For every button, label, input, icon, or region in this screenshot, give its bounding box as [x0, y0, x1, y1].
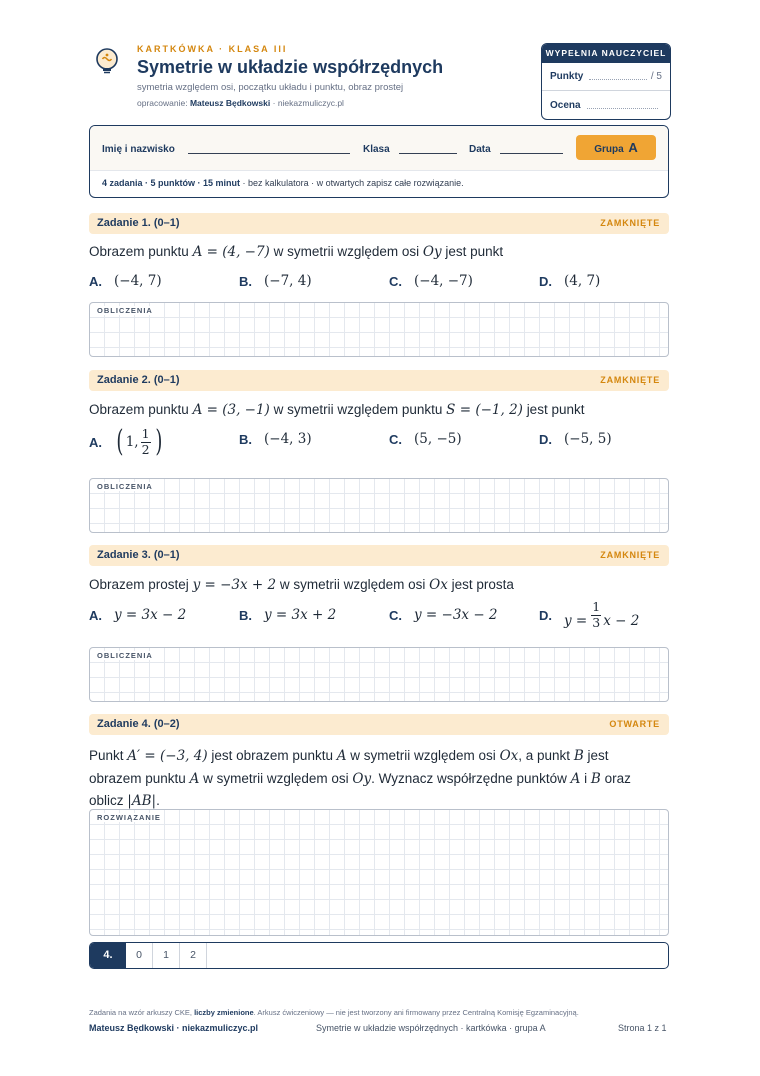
task-3-answer-d[interactable]	[539, 601, 639, 629]
task-4-work-area[interactable]	[89, 809, 669, 936]
task-3-work-area[interactable]	[89, 647, 669, 702]
task-3-text: Obrazem prostej	[89, 577, 189, 592]
fraction-denominator: 2	[141, 441, 150, 457]
answer-value: y = 3x + 2	[264, 607, 337, 623]
task-1-text-3: jest punkt	[445, 244, 504, 259]
test-info	[102, 178, 464, 188]
task-4-text: . Wyznacz współrzędne punktów	[371, 770, 567, 786]
answer-letter: C.	[389, 431, 402, 447]
task-4-header	[89, 714, 669, 735]
name-field[interactable]	[188, 153, 350, 154]
answer-value-2: x − 2	[603, 613, 640, 629]
answer-letter: C.	[389, 273, 402, 289]
task-2-question	[89, 402, 584, 418]
task-1-type: ZAMKNIĘTE	[600, 218, 660, 228]
grade-field[interactable]	[587, 108, 658, 109]
teacher-box	[541, 43, 671, 120]
points-max: / 5	[650, 71, 662, 82]
worksheet-kicker: KARTKÓWKA · KLASA III	[137, 44, 288, 54]
task-3-title: Zadanie 3. (0–1)	[97, 549, 180, 561]
answer-letter: D.	[539, 431, 552, 447]
task-4-math: A	[189, 770, 200, 787]
page-title: Symetrie w układzie współrzędnych	[137, 57, 444, 77]
answer-letter: D.	[539, 607, 552, 623]
task-3-header	[89, 545, 669, 566]
answer-value: (−4, 3)	[264, 431, 312, 447]
class-field[interactable]	[399, 153, 457, 154]
author-name: Mateusz Będkowski	[189, 98, 271, 108]
work-area-label: OBLICZENIA	[97, 306, 153, 315]
task-4-type: OTWARTE	[609, 719, 660, 729]
task-3-question	[89, 577, 514, 593]
group-letter: A	[628, 140, 638, 155]
task-1-math-2: Oy	[422, 244, 442, 260]
author-prefix: opracowanie:	[137, 98, 188, 108]
task-1-text: Obrazem punktu	[89, 244, 189, 259]
task-2-answer-b[interactable]	[239, 431, 312, 447]
task-2-work-area[interactable]	[89, 478, 669, 533]
author-site: · niekazmuliczyc.pl	[272, 98, 344, 108]
task-3-text-2: w symetrii względem osi	[279, 577, 426, 592]
score-option-0[interactable]: 0	[126, 943, 153, 968]
task-2-math-2: S = (−1, 2)	[446, 402, 523, 418]
task-2-math: A = (3, −1)	[192, 402, 270, 418]
test-info-bold: 4 zadania · 5 punktów · 15 minut	[102, 178, 241, 188]
footer-page-number: Strona 1 z 1	[618, 1023, 667, 1033]
task-4-title: Zadanie 4. (0–2)	[97, 718, 180, 730]
footer-note-text: Zadania na wzór arkuszy CKE,	[89, 1008, 192, 1017]
task-4-text: , a punkt	[518, 748, 571, 763]
answer-letter: B.	[239, 431, 252, 447]
answer-value: (4, 7)	[564, 273, 601, 289]
task-4-text: i	[584, 770, 588, 786]
author-line	[137, 98, 344, 108]
task-2-title: Zadanie 2. (0–1)	[97, 374, 180, 386]
points-label: Punkty	[550, 71, 584, 82]
task-4-text: .	[156, 793, 160, 808]
task-2-text: Obrazem punktu	[89, 402, 189, 417]
teacher-box-divider	[542, 90, 670, 91]
task-3-type: ZAMKNIĘTE	[600, 550, 660, 560]
points-field[interactable]	[589, 79, 647, 80]
task-4-text: w symetrii względem osi	[203, 770, 349, 786]
score-task-number: 4.	[90, 943, 126, 968]
task-2-answer-a[interactable]	[89, 424, 164, 459]
footer-title: Symetrie w układzie współrzędnych · kartkówka · grupa A	[316, 1023, 546, 1033]
task-4-scoring-bar	[89, 942, 669, 969]
fraction-denominator: 3	[592, 614, 601, 630]
work-area-label: ROZWIĄZANIE	[97, 813, 161, 822]
task-3-text-3: jest prosta	[451, 577, 514, 592]
task-3-answer-c[interactable]	[389, 607, 498, 623]
answer-letter: B.	[239, 607, 252, 623]
test-info-rest: · bez kalkulatora · w otwartych zapisz całe rozwiązanie.	[242, 178, 464, 188]
work-area-label: OBLICZENIA	[97, 482, 153, 491]
date-label: Data	[469, 144, 491, 155]
task-1-answer-b[interactable]	[239, 273, 312, 289]
task-1-title: Zadanie 1. (0–1)	[97, 217, 180, 229]
answer-value: (−5, 5)	[564, 431, 612, 447]
task-2-header	[89, 370, 669, 391]
task-4-text: jest obrazem punktu	[211, 748, 333, 763]
task-2-answer-c[interactable]	[389, 431, 462, 447]
task-4-text: jest obrazem punktu	[89, 748, 609, 786]
task-4-math: A′ = (−3, 4)	[127, 748, 208, 764]
student-info-box	[89, 125, 669, 198]
footer-note-text-2: . Arkusz ćwiczeniowy — nie jest tworzony ani firmowany przez Centralną Komisję Egzaminacyjną.	[253, 1008, 579, 1017]
answer-value: y = 3x − 2	[114, 607, 187, 623]
fraction	[141, 428, 151, 456]
task-3-math-2: Ox	[429, 577, 448, 593]
task-4-text: Punkt	[89, 748, 124, 763]
answer-value: (−4, 7)	[114, 273, 162, 289]
task-3-answer-a[interactable]	[89, 607, 186, 623]
task-4-math: Oy	[352, 770, 372, 787]
task-2-text-2: w symetrii względem punktu	[273, 402, 443, 417]
task-1-answer-a[interactable]	[89, 273, 162, 289]
task-2-type: ZAMKNIĘTE	[600, 375, 660, 385]
answer-value: y =	[564, 613, 588, 629]
score-option-1[interactable]: 1	[153, 943, 180, 968]
task-4-text: w symetrii względem osi	[350, 748, 496, 763]
page-subtitle: symetria względem osi, początku układu i punktu, obraz prostej	[137, 82, 404, 93]
answer-letter: C.	[389, 607, 402, 623]
lightbulb-logo-icon	[92, 46, 122, 76]
task-1-math: A = (4, −7)	[192, 244, 270, 260]
task-1-text-2: w symetrii względem osi	[273, 244, 420, 259]
task-1-work-area[interactable]	[89, 302, 669, 357]
points-row	[550, 71, 662, 82]
student-fields-row	[90, 126, 668, 171]
task-3-answer-b[interactable]	[239, 607, 336, 623]
footer-note-bold: liczby zmienione	[194, 1008, 254, 1017]
answer-letter: D.	[539, 273, 552, 289]
grade-label: Ocena	[550, 100, 581, 111]
task-4-question	[89, 745, 659, 813]
answer-letter: B.	[239, 273, 252, 289]
answer-letter: A.	[89, 273, 102, 289]
date-field[interactable]	[500, 153, 563, 154]
fraction	[591, 601, 601, 629]
answer-value: y = −3x − 2	[414, 607, 498, 623]
fraction-numerator: 1	[141, 426, 150, 441]
group-badge	[576, 135, 656, 160]
task-1-answer-d[interactable]	[539, 273, 600, 289]
footer-author: Mateusz Będkowski · niekazmuliczyc.pl	[89, 1023, 259, 1033]
work-area-label: OBLICZENIA	[97, 651, 153, 660]
footer-disclaimer	[89, 1008, 579, 1017]
task-4-text: oraz oblicz	[89, 770, 631, 808]
task-2-text-3: jest punkt	[526, 402, 585, 417]
task-4-math: |AB|	[127, 793, 157, 809]
right-paren: )	[154, 424, 162, 459]
task-2-answer-d[interactable]	[539, 431, 612, 447]
answer-value: (−7, 4)	[264, 273, 312, 289]
answer-value: (5, −5)	[414, 431, 462, 447]
task-4-math: Ox	[499, 748, 519, 764]
group-label: Grupa	[594, 144, 624, 155]
answer-letter: A.	[89, 434, 102, 450]
answer-value: 1,	[125, 434, 139, 450]
fraction-numerator: 1	[592, 599, 601, 614]
task-4-math: B	[590, 770, 601, 787]
class-label: Klasa	[363, 144, 390, 155]
task-1-header	[89, 213, 669, 234]
answer-value: (−4, −7)	[414, 273, 473, 289]
task-4-math: A	[570, 770, 581, 787]
task-1-question	[89, 244, 503, 260]
task-4-math: B	[573, 748, 584, 764]
task-4-math: A	[336, 748, 347, 764]
teacher-box-title: WYPEŁNIA NAUCZYCIEL	[542, 44, 670, 63]
task-1-answer-c[interactable]	[389, 273, 473, 289]
left-paren: (	[116, 424, 124, 459]
name-label: Imię i nazwisko	[102, 144, 175, 155]
score-option-2[interactable]: 2	[180, 943, 207, 968]
grade-row	[550, 100, 662, 111]
task-3-math: y = −3x + 2	[192, 577, 277, 593]
answer-letter: A.	[89, 607, 102, 623]
